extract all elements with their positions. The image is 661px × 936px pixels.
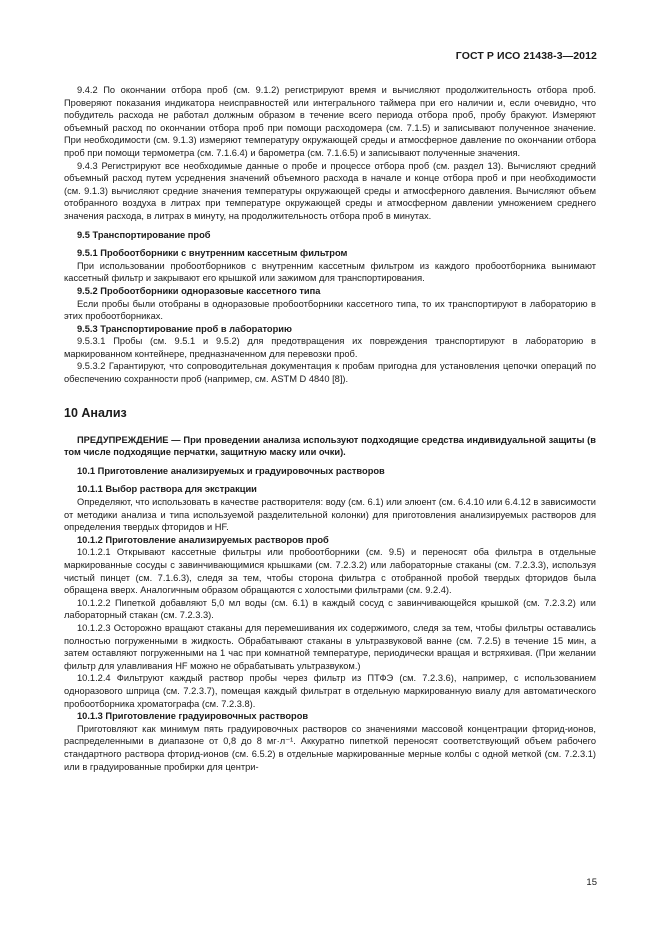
paragraph-9-5-2: Если пробы были отобраны в одноразовые пробоотборники кассетного типа, то их транспортируют в лабораторию в этих пробоотборниках. [64,298,596,322]
subsection-heading-9-5-2: 9.5.2 Пробоотборники одноразовые кассетного типа [77,285,321,296]
paragraph-10-1-3: Приготовляют как минимум пять градуировочных растворов со значениями массовой концентрации фторид-ионов, распределенными в диапазоне от 0,8 до 8 мг·л⁻¹. Аккуратно пипеткой переносят соответствующий объем рабочего стандартного раствора фторид-ионов (см. 6.5.2) в отдельные маркированные мерные колбы с одной меткой (см. 7.2.3.1) или в градуированные пробирки для центри- [64,723,596,772]
document-body [64,84,596,773]
subsection-heading-10-1-2: 10.1.2 Приготовление анализируемых растворов проб [77,534,329,545]
paragraph-9-5-1: При использовании пробоотборников с внутренним кассетным фильтром из каждого пробоотборника вынимают кассетный фильтр и закрывают его крышкой или зажимом для транспортирования. [64,260,596,284]
section-heading-9-5: 9.5 Транспортирование проб [77,229,211,240]
document-header: ГОСТ Р ИСО 21438-3—2012 [455,50,597,62]
paragraph-10-1-2-1: 10.1.2.1 Открывают кассетные фильтры или пробоотборники (см. 9.5) и переносят оба фильтра в отдельные маркированные сосуды с завинчивающимися крышками (см. 7.2.3.2) или лабораторные стаканы (см. 7.2.3.3), используя чистый пинцет (см. 7.1.6.3), следя за тем, чтобы сторона фильтра с отобранной пробой твердых фторидов была обращена вверх. Аналогичным образом обращаются с холостыми фильтрами (см. 9.2.4). [64,547,596,596]
section-heading-10-1: 10.1 Приготовление анализируемых и градуировочных растворов [77,465,385,476]
page-number: 15 [586,877,597,888]
paragraph-9-4-3: 9.4.3 Регистрируют все необходимые данные о пробе и процессе отбора проб (см. раздел 13). Вычисляют средний объемный расход путем усреднения значений объемного расхода в начале и конце отбора проб и при необходимости (см. 9.1.3) вычисляют средние значения температуры окружающей среды и атмосферного давления. Вычисляют объем отобранного воздуха в литрах при температуре окружающей среды и атмосферном давлении умножением среднего значения расхода, в литрах в минуту, на продолжительность отбора проб в минутах. [64,160,596,221]
paragraph-10-1-1: Определяют, что использовать в качестве растворителя: воду (см. 6.1) или элюент (см. 6.4.10 или 6.4.12 в зависимости от методики анализа и типа используемой разделительной колонки) для приготовления анализируемых растворов для определения твердых фторидов и HF. [64,497,596,533]
subsection-heading-9-5-3: 9.5.3 Транспортирование проб в лабораторию [77,323,292,334]
subsection-heading-9-5-1: 9.5.1 Пробоотборники с внутренним кассетным фильтром [77,248,348,259]
chapter-heading-10: 10 Анализ [64,405,127,420]
paragraph-9-5-3-1: 9.5.3.1 Пробы (см. 9.5.1 и 9.5.2) для предотвращения их повреждения транспортируют в лабораторию в маркированном контейнере, предназначенном для перевозки проб. [64,336,596,359]
paragraph-9-4-2: 9.4.2 По окончании отбора проб (см. 9.1.2) регистрируют время и вычисляют продолжительность отбора проб. Проверяют показания индикатора неисправностей или интегрального таймера при его наличии и, если очевидно, что побудитель расхода не работал должным образом в течение всего периода отбора проб, пробу бракуют. Измеряют объемный расход по окончании отбора проб при помощи расходомера (см. 7.1.5) и записывают полученное значение. При необходимости (см. 9.1.3) измеряют температуру окружающей среды и атмосферное давление по окончании отбора проб при помощи термометра (см. 7.1.6.4) и барометра (см. 7.1.6.5) и записывают полученные значения. [64,85,596,158]
paragraph-10-1-2-3: 10.1.2.3 Осторожно вращают стаканы для перемешивания их содержимого, следя за тем, чтобы фильтры оставались полностью погруженными в жидкость. Обрабатывают стаканы в ультразвуковой ванне (см. 7.2.5) в течение 15 мин, а затем оставляют погруженными на 1 час при комнатной температуре, периодически вращая и встряхивая. (При желании фильтр для улавливания HF можно не обрабатывать ультразвуком.) [64,622,596,671]
warning-paragraph: ПРЕДУПРЕЖДЕНИЕ — При проведении анализа используют подходящие средства индивидуальной защиты (в том числе подходящие перчатки, защитную маску или очки). [64,434,596,458]
subsection-heading-10-1-1: 10.1.1 Выбор раствора для экстракции [77,484,257,495]
subsection-heading-10-1-3: 10.1.3 Приготовление градуировочных растворов [77,711,309,722]
paragraph-10-1-2-4: 10.1.2.4 Фильтруют каждый раствор пробы через фильтр из ПТФЭ (см. 7.2.3.6), например, с использованием одноразового шприца (см. 7.2.3.7), помещая каждый фильтрат в отдельную маркированную виалу для автоматического пробоотборника хроматографа (см. 7.2.3.8). [64,673,596,709]
paragraph-10-1-2-2: 10.1.2.2 Пипеткой добавляют 5,0 мл воды (см. 6.1) в каждый сосуд с завинчивающейся крышкой (см. 7.2.3.2) или лабораторный стакан (см. 7.2.3.3). [64,597,596,621]
paragraph-9-5-3-2: 9.5.3.2 Гарантируют, что сопроводительная документация к пробам пригодна для установления цепочки операций по обеспечению сохранности проб (например, см. ASTM D 4840 [8]). [64,361,596,385]
